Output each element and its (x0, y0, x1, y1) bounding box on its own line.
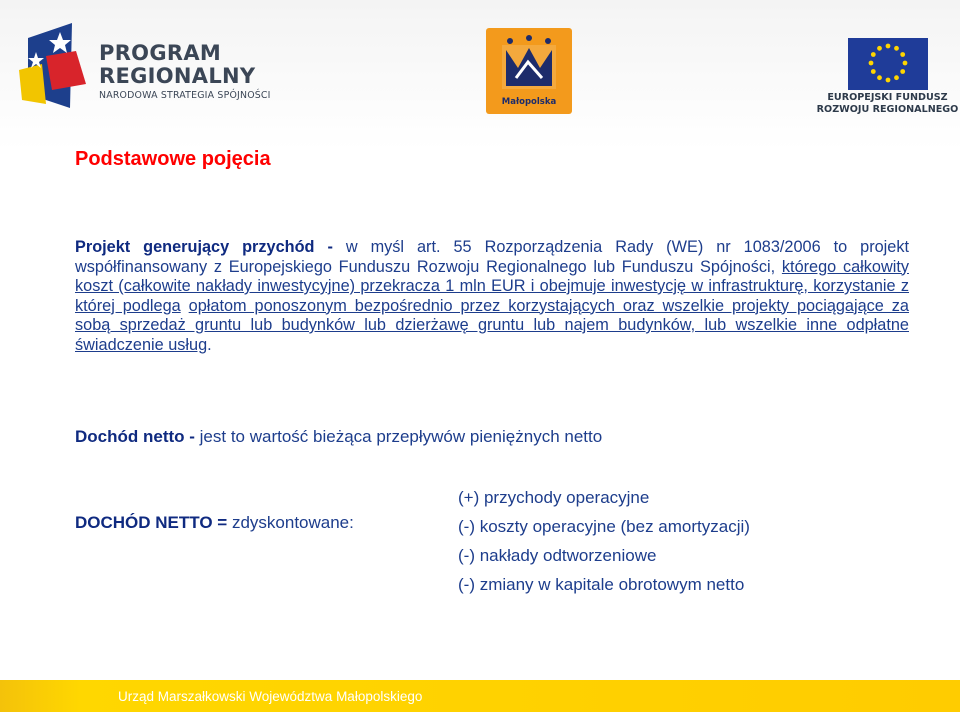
malopolska-logo (486, 28, 572, 114)
net-income-definition: Dochód netto - jest to wartość bieżąca przepływów pieniężnych netto (75, 427, 603, 446)
formula-item: (-) zmiany w kapitale obrotowym netto (458, 575, 745, 594)
eu-fund-label: EUROPEJSKI FUNDUSZ ROZWOJU REGIONALNEGO (816, 92, 959, 115)
malopolska-label: Małopolska (501, 97, 557, 107)
eu-fund-logo (815, 38, 960, 128)
formula-item: (-) nakłady odtworzeniowe (458, 546, 657, 565)
formula-term: DOCHÓD NETTO = (75, 513, 228, 532)
footer-bar (0, 680, 960, 712)
formula-item: (+) przychody operacyjne (458, 488, 650, 507)
program-regionalny-subtitle: NARODOWA STRATEGIA SPÓJNOŚCI (99, 90, 271, 101)
page-title: Podstawowe pojęcia (75, 148, 271, 170)
definition-paragraph: Projekt generujący przychód - w myśl art. 55 Rozporządzenia Rady (WE) nr 1083/2006 to projekt współfinansowany z Europejskiego Funduszu Rozwoju Regionalnego lub Funduszu Spójności, którego całkowity koszt (całkowite nakłady inwestycyjne) przekracza 1 mln EUR i obejmuje inwestycję w infrastrukturę, korzystanie z której podlega opłatom ponoszonym bezpośrednio przez korzystających oraz wszelkie projekty pociągające za sobą sprzedaż gruntu lub budynków lub dzierżawę gruntu lub najem budynków, lub wszelkie inne odpłatne świadczenie usług. (75, 238, 910, 354)
net-income-formula-label: DOCHÓD NETTO = zdyskontowane: (75, 513, 354, 532)
header-banner (0, 0, 960, 150)
formula-items (458, 483, 750, 599)
program-regionalny-title: PROGRAM REGIONALNY (99, 41, 256, 88)
definition-term: Projekt generujący przychód - (75, 238, 333, 256)
program-regionalny-emblem-icon (14, 18, 94, 118)
formula-item: (-) koszty operacyjne (bez amortyzacji) (458, 517, 750, 536)
footer-text: Urząd Marszałkowski Województwa Małopolskiego (118, 689, 423, 704)
net-income-term: Dochód netto - (75, 427, 195, 446)
program-regionalny-logo (14, 18, 314, 118)
eu-flag-icon (848, 38, 928, 90)
